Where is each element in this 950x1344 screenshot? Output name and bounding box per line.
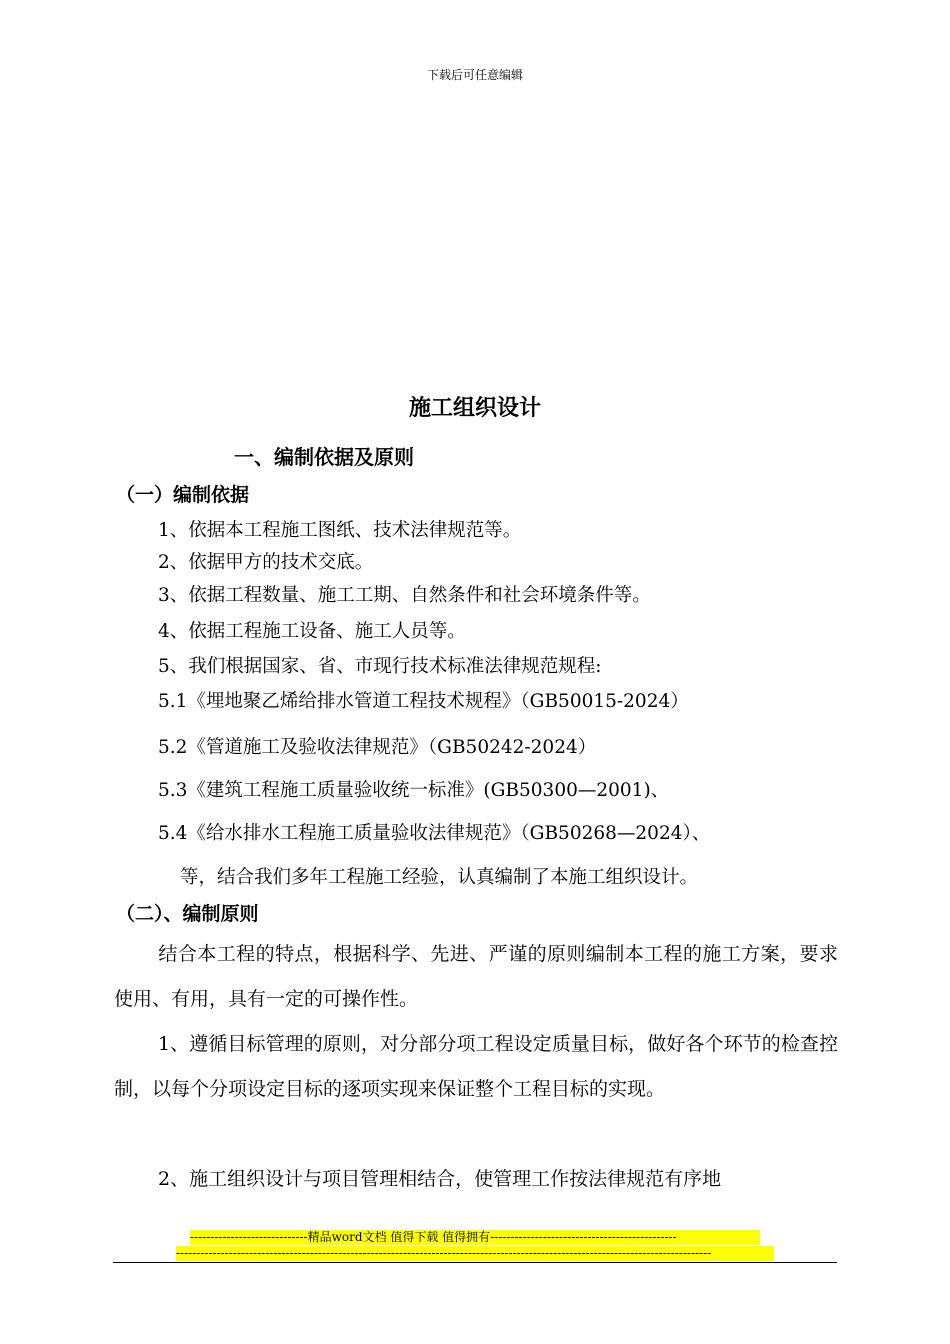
- standard-item: 5.1《埋地聚乙烯给排水管道工程技术规程》（GB50015-2024）: [158, 691, 689, 712]
- standard-item: 5.2《管道施工及验收法律规范》（GB50242-2024）: [158, 737, 597, 758]
- document-title: 施工组织设计: [408, 395, 541, 421]
- basis-item: 1、依据本工程施工图纸、技术法律规范等。: [158, 520, 522, 541]
- basis-item: 5、我们根据国家、省、市现行技术标准法律规范规程:: [158, 656, 602, 677]
- standard-item: 5.4《给水排水工程施工质量验收法律规范》（GB50268—2024）、: [158, 823, 711, 844]
- basis-item: 4、依据工程施工设备、施工人员等。: [158, 621, 466, 642]
- principle-paragraph-text: 2、施工组织设计与项目管理相结合，使管理工作按法律规范有序地: [158, 1168, 722, 1190]
- basis-conclusion: 等，结合我们多年工程施工经验，认真编制了本施工组织设计。: [180, 867, 699, 888]
- section-heading: 一、编制依据及原则: [234, 445, 414, 469]
- standard-item: 5.3《建筑工程施工质量验收统一标准》(GB50300—2001)、: [158, 780, 670, 801]
- principle-paragraph: [114, 1022, 838, 1112]
- footer-dashes: ------------------------------------------------------------------------------------------------------------------------------------: [176, 1246, 774, 1261]
- subsection-heading-principles: （二）、编制原则: [116, 903, 259, 925]
- basis-item: 2、依据甲方的技术交底。: [158, 552, 374, 573]
- basis-item: 3、依据工程数量、施工工期、自然条件和社会环境条件等。: [158, 585, 651, 606]
- footer-rule: [113, 1262, 837, 1263]
- principle-paragraph: [114, 932, 838, 1022]
- principle-paragraph-text: 1、遵循目标管理的原则，对分部分项工程设定质量目标，做好各个环节的检查控制，以每个分项设定目标的逐项实现来保证整个工程目标的实现。: [114, 1033, 838, 1100]
- subsection-heading-basis: （一）编制依据: [116, 484, 250, 506]
- principle-paragraph-text: 结合本工程的特点，根据科学、先进、严谨的原则编制本工程的施工方案，要求使用、有用，具有一定的可操作性。: [114, 943, 838, 1010]
- principle-paragraph: [114, 1157, 838, 1202]
- header-note: 下载后可任意编辑: [426, 68, 523, 82]
- footer-banner: -----------------------------精品word文档 值得下载 值得拥有----------------------------------------------: [190, 1230, 760, 1245]
